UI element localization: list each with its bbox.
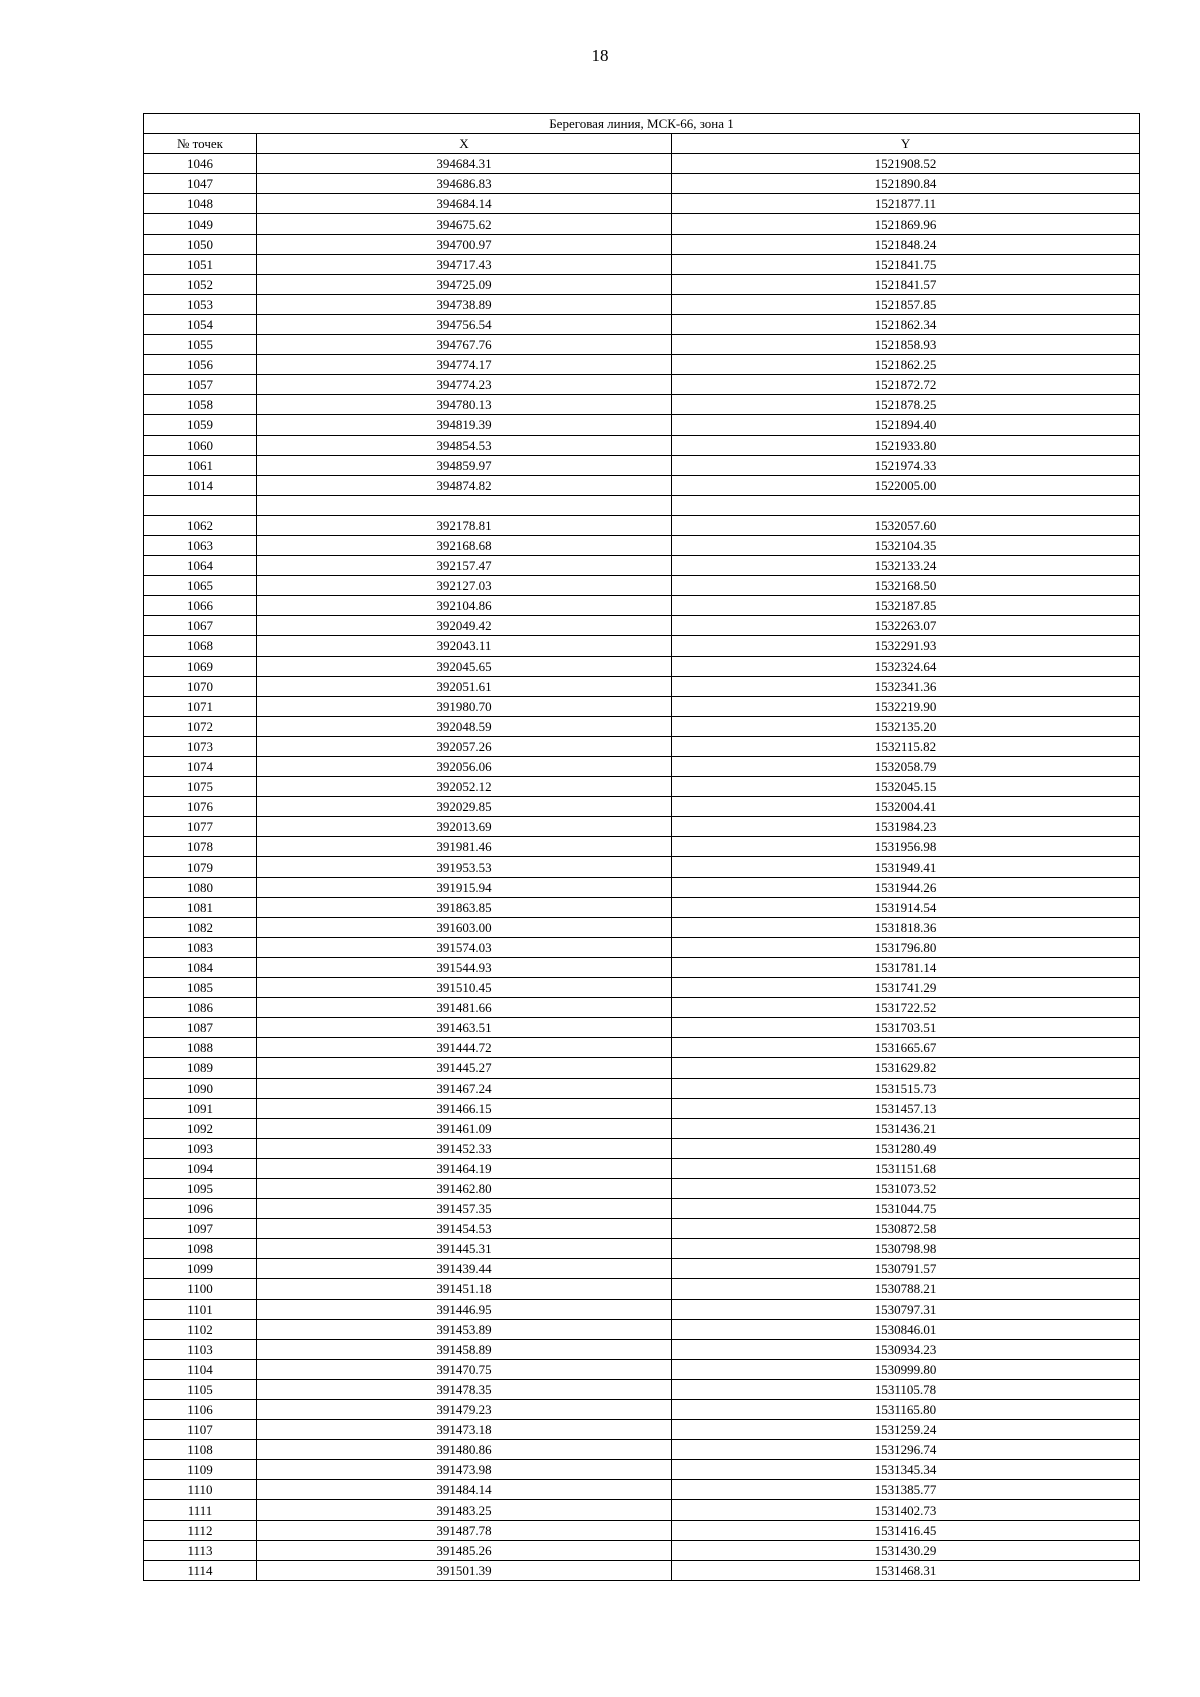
point-number-cell: 1057 [144,375,257,395]
point-number-cell: 1081 [144,897,257,917]
point-number-cell: 1097 [144,1219,257,1239]
table-row [144,1440,1140,1460]
y-coordinate-cell: 1531457.13 [672,1098,1140,1118]
point-number-cell: 1046 [144,154,257,174]
y-coordinate-cell: 1521858.93 [672,335,1140,355]
x-coordinate-cell: 392029.85 [257,797,672,817]
x-coordinate-cell: 391458.89 [257,1339,672,1359]
y-coordinate-cell: 1521890.84 [672,174,1140,194]
y-coordinate-cell: 1531914.54 [672,897,1140,917]
point-number-cell: 1073 [144,736,257,756]
y-coordinate-cell: 1532324.64 [672,656,1140,676]
point-number-cell: 1094 [144,1158,257,1178]
point-number-cell: 1091 [144,1098,257,1118]
y-coordinate-cell: 1530934.23 [672,1339,1140,1359]
point-number-cell: 1099 [144,1259,257,1279]
x-coordinate-cell: 391445.31 [257,1239,672,1259]
x-coordinate-cell: 391464.19 [257,1158,672,1178]
table-row [144,1118,1140,1138]
point-number-cell: 1084 [144,957,257,977]
x-coordinate-cell: 394859.97 [257,455,672,475]
y-coordinate-cell: 1532263.07 [672,616,1140,636]
point-number-cell: 1102 [144,1319,257,1339]
table-body [144,154,1140,1581]
x-coordinate-cell: 392157.47 [257,556,672,576]
table-row [144,535,1140,555]
point-number-cell: 1109 [144,1460,257,1480]
table-row [144,314,1140,334]
point-number-cell: 1064 [144,556,257,576]
y-coordinate-cell: 1531984.23 [672,817,1140,837]
point-number-cell: 1108 [144,1440,257,1460]
point-number-cell: 1059 [144,415,257,435]
point-number-cell: 1066 [144,596,257,616]
x-coordinate-cell: 392051.61 [257,676,672,696]
point-number-cell: 1079 [144,857,257,877]
table-row [144,1359,1140,1379]
x-coordinate-cell: 391478.35 [257,1379,672,1399]
y-coordinate-cell: 1531280.49 [672,1138,1140,1158]
table-row [144,1460,1140,1480]
table-row [144,1219,1140,1239]
table-row [144,556,1140,576]
x-coordinate-cell: 391953.53 [257,857,672,877]
x-coordinate-cell: 391446.95 [257,1299,672,1319]
y-coordinate-cell: 1530872.58 [672,1219,1140,1239]
point-number-cell: 1098 [144,1239,257,1259]
table-row [144,174,1140,194]
x-coordinate-cell: 394874.82 [257,475,672,495]
point-number-cell: 1072 [144,716,257,736]
point-number-cell: 1093 [144,1138,257,1158]
x-coordinate-cell: 394675.62 [257,214,672,234]
table-row [144,656,1140,676]
y-coordinate-cell: 1521878.25 [672,395,1140,415]
y-coordinate-cell: 1521872.72 [672,375,1140,395]
table-row [144,877,1140,897]
y-coordinate-cell: 1531151.68 [672,1158,1140,1178]
y-coordinate-cell: 1532187.85 [672,596,1140,616]
x-coordinate-cell: 392056.06 [257,757,672,777]
table-row [144,1259,1140,1279]
point-number-cell: 1056 [144,355,257,375]
y-coordinate-cell: 1530846.01 [672,1319,1140,1339]
x-coordinate-cell: 391467.24 [257,1078,672,1098]
x-coordinate-cell: 394738.89 [257,294,672,314]
y-coordinate-cell: 1531796.80 [672,937,1140,957]
x-coordinate-cell: 392052.12 [257,777,672,797]
point-number-cell: 1083 [144,937,257,957]
y-coordinate-cell: 1521841.75 [672,254,1140,274]
point-number-cell: 1049 [144,214,257,234]
point-number-cell: 1105 [144,1379,257,1399]
table-row [144,957,1140,977]
table-row [144,616,1140,636]
x-coordinate-cell: 391915.94 [257,877,672,897]
x-coordinate-cell: 391439.44 [257,1259,672,1279]
y-coordinate-cell: 1532133.24 [672,556,1140,576]
point-number-cell: 1053 [144,294,257,314]
x-coordinate-cell: 394756.54 [257,314,672,334]
point-number-cell: 1014 [144,475,257,495]
x-coordinate-cell: 391466.15 [257,1098,672,1118]
x-coordinate-cell: 392178.81 [257,515,672,535]
point-number-cell: 1077 [144,817,257,837]
table-row [144,817,1140,837]
x-coordinate-cell: 391510.45 [257,978,672,998]
table-row [144,1098,1140,1118]
x-coordinate-cell: 391473.98 [257,1460,672,1480]
point-number-cell: 1100 [144,1279,257,1299]
point-number-cell: 1063 [144,535,257,555]
table-row [144,214,1140,234]
point-number-cell: 1111 [144,1500,257,1520]
x-coordinate-cell: 391453.89 [257,1319,672,1339]
table-row [144,857,1140,877]
table-row [144,1199,1140,1219]
table-row [144,1379,1140,1399]
table-row [144,1420,1140,1440]
point-number-cell: 1090 [144,1078,257,1098]
y-coordinate-cell: 1531105.78 [672,1379,1140,1399]
x-coordinate-cell: 391462.80 [257,1178,672,1198]
table-row [144,1540,1140,1560]
point-number-cell: 1051 [144,254,257,274]
y-coordinate-cell: 1531044.75 [672,1199,1140,1219]
point-number-cell: 1085 [144,978,257,998]
table-row [144,1058,1140,1078]
y-coordinate-cell: 1530797.31 [672,1299,1140,1319]
point-number-cell [144,495,257,515]
point-number-cell: 1078 [144,837,257,857]
x-coordinate-cell: 391444.72 [257,1038,672,1058]
x-coordinate-cell: 392168.68 [257,535,672,555]
table-row [144,757,1140,777]
table-row [144,837,1140,857]
table-row [144,1319,1140,1339]
y-coordinate-cell: 1531944.26 [672,877,1140,897]
x-coordinate-cell: 394725.09 [257,274,672,294]
table-row [144,194,1140,214]
table-row [144,154,1140,174]
table-row [144,978,1140,998]
point-number-cell: 1061 [144,455,257,475]
x-coordinate-cell: 391484.14 [257,1480,672,1500]
point-number-cell: 1054 [144,314,257,334]
y-coordinate-cell: 1531385.77 [672,1480,1140,1500]
x-coordinate-cell: 391454.53 [257,1219,672,1239]
x-coordinate-cell: 394774.17 [257,355,672,375]
column-header-y: Y [672,134,1140,154]
y-coordinate-cell: 1530791.57 [672,1259,1140,1279]
x-coordinate-cell: 391574.03 [257,937,672,957]
point-number-cell: 1071 [144,696,257,716]
table-row [144,676,1140,696]
point-number-cell: 1095 [144,1178,257,1198]
point-number-cell: 1047 [144,174,257,194]
point-number-cell: 1069 [144,656,257,676]
table-row [144,1400,1140,1420]
y-coordinate-cell: 1530788.21 [672,1279,1140,1299]
point-number-cell: 1089 [144,1058,257,1078]
table-row [144,917,1140,937]
y-coordinate-cell: 1521933.80 [672,435,1140,455]
point-number-cell: 1050 [144,234,257,254]
x-coordinate-cell: 392043.11 [257,636,672,656]
point-number-cell: 1104 [144,1359,257,1379]
table-header-row [144,134,1140,154]
y-coordinate-cell: 1522005.00 [672,475,1140,495]
point-number-cell: 1088 [144,1038,257,1058]
table-row [144,1520,1140,1540]
table-row [144,254,1140,274]
table-title-row [144,114,1140,134]
y-coordinate-cell: 1532045.15 [672,777,1140,797]
table-row [144,1480,1140,1500]
y-coordinate-cell: 1531468.31 [672,1560,1140,1580]
table-row [144,395,1140,415]
y-coordinate-cell: 1531430.29 [672,1540,1140,1560]
y-coordinate-cell: 1521894.40 [672,415,1140,435]
point-number-cell: 1092 [144,1118,257,1138]
y-coordinate-cell: 1531818.36 [672,917,1140,937]
table-row [144,937,1140,957]
table-row [144,1138,1140,1158]
y-coordinate-cell: 1530999.80 [672,1359,1140,1379]
x-coordinate-cell: 391470.75 [257,1359,672,1379]
x-coordinate-cell: 391463.51 [257,1018,672,1038]
y-coordinate-cell: 1532115.82 [672,736,1140,756]
table-row [144,797,1140,817]
point-number-cell: 1110 [144,1480,257,1500]
x-coordinate-cell: 394780.13 [257,395,672,415]
point-number-cell: 1065 [144,576,257,596]
y-coordinate-cell: 1531259.24 [672,1420,1140,1440]
x-coordinate-cell: 394767.76 [257,335,672,355]
x-coordinate-cell [257,495,672,515]
point-number-cell: 1112 [144,1520,257,1540]
x-coordinate-cell: 392057.26 [257,736,672,756]
table-row [144,1239,1140,1259]
table-row [144,636,1140,656]
x-coordinate-cell: 391451.18 [257,1279,672,1299]
x-coordinate-cell: 391483.25 [257,1500,672,1520]
x-coordinate-cell: 391487.78 [257,1520,672,1540]
x-coordinate-cell: 394774.23 [257,375,672,395]
x-coordinate-cell: 391981.46 [257,837,672,857]
point-number-cell: 1101 [144,1299,257,1319]
x-coordinate-cell: 394700.97 [257,234,672,254]
y-coordinate-cell: 1521841.57 [672,274,1140,294]
point-number-cell: 1067 [144,616,257,636]
point-number-cell: 1082 [144,917,257,937]
y-coordinate-cell: 1531949.41 [672,857,1140,877]
y-coordinate-cell: 1532341.36 [672,676,1140,696]
x-coordinate-cell: 394819.39 [257,415,672,435]
point-number-cell: 1113 [144,1540,257,1560]
table-row [144,1158,1140,1178]
y-coordinate-cell: 1521869.96 [672,214,1140,234]
table-row [144,576,1140,596]
x-coordinate-cell: 392049.42 [257,616,672,636]
x-coordinate-cell: 391481.66 [257,998,672,1018]
y-coordinate-cell: 1521862.34 [672,314,1140,334]
table-row [144,1339,1140,1359]
point-number-cell: 1076 [144,797,257,817]
x-coordinate-cell: 394684.14 [257,194,672,214]
table-row [144,274,1140,294]
point-number-cell: 1086 [144,998,257,1018]
table-row [144,998,1140,1018]
point-number-cell: 1060 [144,435,257,455]
point-number-cell: 1107 [144,1420,257,1440]
table-row [144,515,1140,535]
point-number-cell: 1080 [144,877,257,897]
coordinates-table [143,113,1140,1581]
y-coordinate-cell: 1532168.50 [672,576,1140,596]
y-coordinate-cell: 1531073.52 [672,1178,1140,1198]
table-title: Береговая линия, МСК-66, зона 1 [144,114,1140,134]
y-coordinate-cell: 1532135.20 [672,716,1140,736]
y-coordinate-cell: 1531345.34 [672,1460,1140,1480]
y-coordinate-cell: 1531741.29 [672,978,1140,998]
x-coordinate-cell: 391479.23 [257,1400,672,1420]
y-coordinate-cell: 1532291.93 [672,636,1140,656]
y-coordinate-cell: 1531956.98 [672,837,1140,857]
table-row [144,596,1140,616]
y-coordinate-cell: 1521862.25 [672,355,1140,375]
x-coordinate-cell: 392127.03 [257,576,672,596]
y-coordinate-cell: 1532057.60 [672,515,1140,535]
table-row [144,696,1140,716]
point-number-cell: 1103 [144,1339,257,1359]
table-row [144,455,1140,475]
y-coordinate-cell: 1521908.52 [672,154,1140,174]
x-coordinate-cell: 394684.31 [257,154,672,174]
y-coordinate-cell: 1531665.67 [672,1038,1140,1058]
table-row [144,435,1140,455]
table-row [144,1500,1140,1520]
y-coordinate-cell: 1530798.98 [672,1239,1140,1259]
y-coordinate-cell: 1531781.14 [672,957,1140,977]
point-number-cell: 1068 [144,636,257,656]
y-coordinate-cell: 1521857.85 [672,294,1140,314]
x-coordinate-cell: 391603.00 [257,917,672,937]
x-coordinate-cell: 391457.35 [257,1199,672,1219]
table-row [144,1078,1140,1098]
x-coordinate-cell: 392013.69 [257,817,672,837]
table-row [144,355,1140,375]
table-row [144,375,1140,395]
table-row [144,897,1140,917]
table-row [144,495,1140,515]
y-coordinate-cell: 1521974.33 [672,455,1140,475]
y-coordinate-cell: 1531165.80 [672,1400,1140,1420]
x-coordinate-cell: 391485.26 [257,1540,672,1560]
x-coordinate-cell: 391501.39 [257,1560,672,1580]
x-coordinate-cell: 391445.27 [257,1058,672,1078]
point-number-cell: 1087 [144,1018,257,1038]
point-number-cell: 1074 [144,757,257,777]
point-number-cell: 1048 [144,194,257,214]
table-row [144,1279,1140,1299]
table-row [144,1018,1140,1038]
column-header-x: X [257,134,672,154]
x-coordinate-cell: 394854.53 [257,435,672,455]
y-coordinate-cell: 1532058.79 [672,757,1140,777]
x-coordinate-cell: 391461.09 [257,1118,672,1138]
table-row [144,777,1140,797]
x-coordinate-cell: 392104.86 [257,596,672,616]
y-coordinate-cell: 1532004.41 [672,797,1140,817]
column-header-point-number: № точек [144,134,257,154]
x-coordinate-cell: 391544.93 [257,957,672,977]
table-row [144,415,1140,435]
x-coordinate-cell: 391480.86 [257,1440,672,1460]
y-coordinate-cell: 1531722.52 [672,998,1140,1018]
x-coordinate-cell: 391980.70 [257,696,672,716]
table-row [144,294,1140,314]
x-coordinate-cell: 391863.85 [257,897,672,917]
x-coordinate-cell: 392045.65 [257,656,672,676]
x-coordinate-cell: 394717.43 [257,254,672,274]
y-coordinate-cell: 1532219.90 [672,696,1140,716]
point-number-cell: 1070 [144,676,257,696]
y-coordinate-cell: 1521877.11 [672,194,1140,214]
y-coordinate-cell: 1531629.82 [672,1058,1140,1078]
x-coordinate-cell: 391452.33 [257,1138,672,1158]
table-row [144,1178,1140,1198]
x-coordinate-cell: 392048.59 [257,716,672,736]
y-coordinate-cell: 1531703.51 [672,1018,1140,1038]
table-row [144,1560,1140,1580]
point-number-cell: 1058 [144,395,257,415]
table-row [144,234,1140,254]
y-coordinate-cell: 1531296.74 [672,1440,1140,1460]
y-coordinate-cell: 1521848.24 [672,234,1140,254]
point-number-cell: 1052 [144,274,257,294]
table-row [144,335,1140,355]
page-number: 18 [591,46,609,65]
table-row [144,475,1140,495]
point-number-cell: 1096 [144,1199,257,1219]
y-coordinate-cell [672,495,1140,515]
y-coordinate-cell: 1531515.73 [672,1078,1140,1098]
point-number-cell: 1055 [144,335,257,355]
point-number-cell: 1114 [144,1560,257,1580]
y-coordinate-cell: 1532104.35 [672,535,1140,555]
point-number-cell: 1106 [144,1400,257,1420]
table-row [144,716,1140,736]
x-coordinate-cell: 394686.83 [257,174,672,194]
y-coordinate-cell: 1531416.45 [672,1520,1140,1540]
point-number-cell: 1075 [144,777,257,797]
y-coordinate-cell: 1531436.21 [672,1118,1140,1138]
point-number-cell: 1062 [144,515,257,535]
x-coordinate-cell: 391473.18 [257,1420,672,1440]
table-row [144,1038,1140,1058]
table-row [144,1299,1140,1319]
table-row [144,736,1140,756]
y-coordinate-cell: 1531402.73 [672,1500,1140,1520]
